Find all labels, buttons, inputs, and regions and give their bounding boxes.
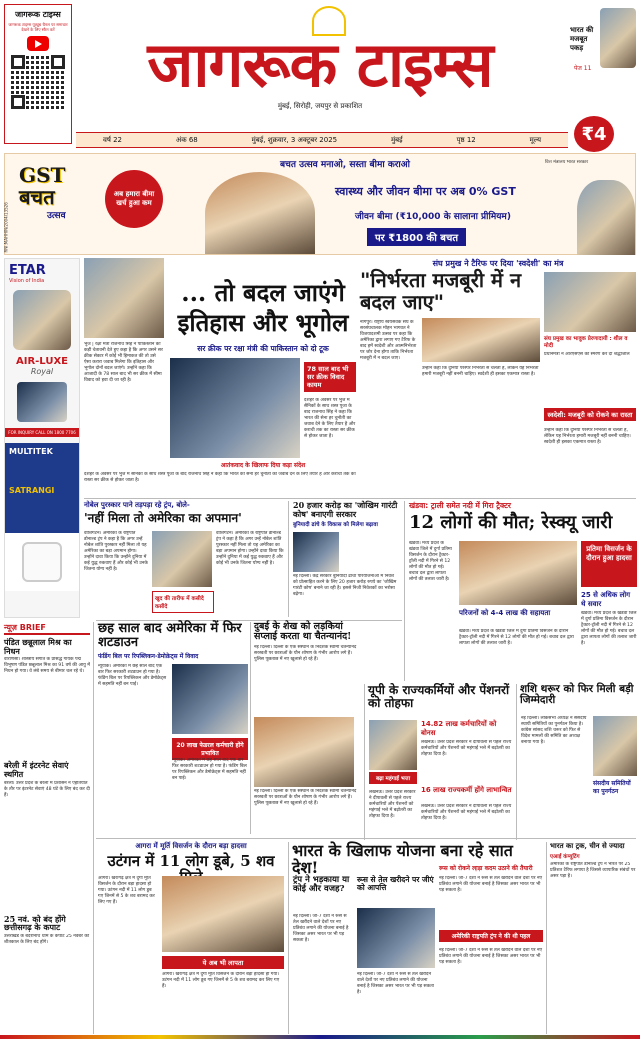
masthead-title-block [80,30,560,120]
story-up[interactable] [364,684,512,840]
bottom-strip [0,1035,640,1039]
left-ad-column[interactable] [4,258,80,618]
satrangi-brand: SATRANGI [9,486,55,495]
gst-logo [19,164,105,254]
train-kicker: एआई कंप्यूटिंग [550,853,580,860]
pages: पृष्ठ 12 [456,135,476,144]
barcode-text: RNI:MAHHIN/2004/13526 [3,202,9,253]
promo-text: भारत की मजबूत पकड़ [570,26,594,52]
up-headline: यूपी के राज्यकर्मियों और पेंशनरों को तोहफा [368,683,510,710]
story-shutdown[interactable] [98,622,248,834]
rss-body2: उन्होंने कहा कि दुनिया परस्पर निर्भरता से चलती है, लेकिन यह निर्भरता हमारी मजबूरी नहीं बननी चाहिए। स्वदेशी ही इसका एकमात्र रास्ता है। [422,366,539,377]
product-photo [17,382,67,422]
story-dubai[interactable] [250,622,362,834]
tharoor-headline: शशि थरूर को फिर मिली बड़ी जिम्मेदारी [520,683,634,707]
pen-logo-icon [312,6,346,36]
story-train[interactable] [546,842,636,1034]
city: मुंबई [391,135,403,144]
capitol-photo [172,664,248,734]
up-badge-text: बढ़ा महंगाई भत्ता [375,776,410,782]
qr-caption: जागरूक टाइम्स यूट्यूब चैनल पर समाचार देखने के लिए स्कैन करें [8,22,68,32]
news-brief[interactable] [4,622,94,1034]
gst-badge-text: अब हमारा बीमा खर्च हुआ कम [113,190,155,207]
trump-photo [152,531,212,587]
story-rss[interactable] [360,258,636,498]
rss-sub-box-text: स्वदेशी: मजबूरी को रोकने का रास्ता [547,411,633,419]
ujjain-photo [162,876,284,952]
brief-b3: उत्तराखंड के बदरीनाथ धाम के कपाट 25 नवंबर को शीतकाल के लिए बंद होंगे। [4,933,90,945]
up-body: लखनऊ। उत्तर प्रदेश सरकार ने दीपावली से पहले राज्य कर्मचारियों और पेंशनरों को महंगाई भत्ते में बढ़ोतरी का तोहफा दिया है। [421,740,512,757]
rss-side-body: उन्होंने कहा कि दुनिया परस्पर निर्भरता से चलती है, लेकिन यह निर्भरता हमारी मजबूरी नहीं बननी चाहिए। स्वदेशी ही इसका एकमात्र रास्ता है। [544,428,631,445]
gst-title: GST बचत [19,163,66,209]
dubai-body2: नई दिल्ली। दिल्ली के एक संस्थान के निदेशक स्वामी चैतन्यानंद सरस्वती पर छात्राओं के यौन शोषण के गंभीर आरोप लगे हैं। पुलिस पूछताछ में नए खुलासे हो रहे हैं। [254,788,357,806]
story-nobel[interactable] [84,501,284,617]
trump-body4: नई दिल्ली। जी-7 देशों ने रूस से तेल खरीदने वाले देशों पर नए प्रतिबंध लगाने की योजना बनाई है जिसका असर भारत पर भी पड़ सकता है। [439,948,543,965]
nobel-headline: 'नहीं मिला तो अमेरिका का अपमान' [84,511,242,525]
up-body3: लखनऊ। उत्तर प्रदेश सरकार ने दीपावली से पहले राज्य कर्मचारियों और पेंशनरों को महंगाई भत्ते में बढ़ोतरी का तोहफा दिया है। [421,804,512,821]
insurance-body: नई दिल्ली। केंद्र सरकार बुनियादी ढांचा परियोजनाओं में निवेश को प्रोत्साहित करने के लिए 20 हजार करोड़ रुपये का 'जोखिम गारंटी कोष' बनाने जा रही है। इससे निजी निवेशकों का भरोसा बढ़ेगा। [293,574,397,598]
issue: अंक 68 [175,135,198,144]
gst-sub: उत्सव [47,211,66,221]
price-badge [574,116,614,152]
rss-headline: "निर्भरता मजबूरी में न बदल जाए" [360,268,522,314]
gst-line3 [367,228,466,246]
trump-body2: नई दिल्ली। जी-7 देशों ने रूस से तेल खरीदने वाले देशों पर नए प्रतिबंध लगाने की योजना बनाई है जिसका असर भारत पर भी पड़ सकता है। [357,972,434,995]
sirkreek-deck: सर क्रीक पर रक्षा मंत्री की पाकिस्तान को दो टूक [197,344,329,353]
qr-box[interactable] [4,4,72,144]
shutdown-inset [172,738,248,760]
shutdown-inset-text: 20 लाख फेडरल कर्मचारी होंगे प्रभावित [176,742,244,757]
story-tharoor[interactable] [516,684,636,840]
youtube-icon[interactable] [27,36,49,51]
router-icon [22,542,62,582]
story-tractor[interactable] [404,501,636,681]
chaitanyanand-photo [254,717,354,787]
nobel-body: वाशिंगटन। अमेरिका के राष्ट्रपति डोनाल्ड ट्रंप ने कहा है कि अगर उन्हें नोबेल शांति पुरस्कार नहीं मिला तो यह अमेरिका का बड़ा अपमान होगा। उन्होंने दावा किया कि उन्होंने दुनिया में कई युद्ध रुकवाए हैं और कोई भी उनके जितना योग्य नहीं है। [84,531,148,572]
story-insurance[interactable] [288,501,400,617]
sirkreek-headline-1: ... तो बदल जाएंगे [181,278,345,307]
story-trump[interactable] [288,842,542,1034]
ujjain-headline: उटंगन में 11 लोग डूबे, 5 शव [107,852,275,870]
qr-code-icon[interactable] [11,55,65,109]
dubai-headline: दुबई के शेख को लड़कियां सप्लाई करता था चैतन्यानंद! [254,621,352,643]
up-sub2: 16 लाख राज्यकर्मी होंगे लाभान्वित [421,786,512,794]
dubai-body: नई दिल्ली। दिल्ली के एक संस्थान के निदेशक स्वामी चैतन्यानंद सरस्वती पर छात्राओं के यौन शोषण के गंभीर आरोप लगे हैं। पुलिस पूछताछ में नए खुलासे हो रहे हैं। [254,644,357,662]
up-badge [369,772,417,784]
family-photo [205,172,315,254]
sirkreek-headline-2: इतिहास और भूगोल [177,308,349,337]
etar-model: AIR-LUXE [16,356,68,367]
multitek-brand: MULTITEK [9,447,53,456]
masthead-tagline: मुंबई, सिरोही, जयपुर से प्रकाशित [277,102,363,110]
tractor-sub2: 25 से अधिक लोग थे सवार [581,591,631,608]
shutdown-body: न्यूयॉर्क। अमेरिका में छह साल बाद एक बार फिर सरकारी शटडाउन हो गया है। फंडिंग बिल पर रिपब्लिकन और डेमोक्रेट्स में सहमति नहीं बन पाई। [98,664,167,687]
brief-label: न्यूज़ BRIEF [4,622,90,635]
tharoor-body: नई दिल्ली। लोकसभा अध्यक्ष ने संसदीय स्थायी समितियों का पुनर्गठन किया है। कांग्रेस सांसद शशि थरूर को फिर से विदेश मामलों की समिति का अध्यक्ष बनाया गया है। [521,716,587,745]
trump-headline: भारत के खिलाफ योजना बना रहे सात देश! [292,841,513,878]
trump-q2: रूस से तेल खरीदने पर जीएं को आपत्ति [357,875,434,893]
army-photo [170,358,300,458]
gst-banner[interactable] [4,153,636,255]
trump-body: नई दिल्ली। जी-7 देशों ने रूस से तेल खरीदने वाले देशों पर नए प्रतिबंध लगाने की योजना बनाई है जिसका असर भारत पर भी पड़ सकता है। [293,914,349,943]
brief-h1: पंडित छन्नूलाल मिश्र का निधन [4,637,72,656]
trump-body3: नई दिल्ली। जी-7 देशों ने रूस से तेल खरीदने वाले देशों पर नए प्रतिबंध लगाने की योजना बनाई है जिसका असर भारत पर भी पड़ सकता है। [439,876,543,893]
yogi-photo [369,720,417,770]
etar-sub: Vision of India [9,278,45,284]
train-headline: भारत का ट्रक, चीन से ज्यादा [550,841,625,850]
tharoor-photo [593,716,637,776]
train-body: अमेरिका के राष्ट्रपति डोनाल्ड ट्रंप ने भारत पर 25 प्रतिशत टैरिफ लगाया है जिससे व्यापारिक संबंधों पर असर पड़ा है। [550,861,636,879]
sirkreek-body: भुज | रक्षा मंत्री राजनाथ सिंह ने पाकिस्तान को कड़ी चेतावनी देते हुए कहा है कि अगर उसने सर क्रीक सेक्टर में कोई भी हिमाकत की तो उसे ऐसा करारा जवाब मिलेगा कि इतिहास और भूगोल दोनों बदल जाएंगे। उन्होंने कहा कि आजादी के 78 साल बाद भी सर क्रीक में सीमा विवाद को हवा दी जा रही है। [84,342,163,383]
tharoor-sub: संसदीय समितियों का पुनर्गठन [593,780,631,795]
sirkreek-caption: आतंकवाद के खिलाफ दिया कड़ा संदेश [220,462,306,469]
gst-line1: स्वास्थ्य और जीवन बीमा पर अब 0% GST [335,185,516,198]
tractor-red-box [581,541,637,587]
ujjain-kicker: आगरा में मूर्ति विसर्जन के दौरान बड़ा हादसा [135,842,247,850]
dateline-bar [76,132,568,148]
rss-body: नागपुर। राष्ट्रीय स्वयंसेवक संघ के सरसंघचालक मोहन भागवत ने विजयादशमी उत्सव पर कहा कि अमेरिका द्वारा लगाए गए टैरिफ के बाद हमें स्वदेशी और आत्मनिर्भरता पर जोर देना होगा ताकि निर्भरता मजबूरी में न बदल जाए। [360,320,417,361]
bhagwat-photo [544,272,636,332]
nobel-box [152,591,214,613]
nobel-kicker: नोबेल पुरस्कार पाने तड़पड़ा रहे ट्रंप, बोले- [84,501,190,509]
tractor-kicker: खंडवा: ट्राली समेत नदी में गिरा ट्रैक्टर [409,501,511,510]
qr-brand: जागरूक टाइम्स [15,9,61,19]
tractor-photo [459,541,577,605]
up-body2: लखनऊ। उत्तर प्रदेश सरकार ने दीपावली से पहले राज्य कर्मचारियों और पेंशनरों को महंगाई भत्ते में बढ़ोतरी का तोहफा दिया है। [369,790,416,819]
top-right-promo[interactable] [570,8,636,74]
brief-h3: 25 नवं. को बंद होंगे छत्तीसगढ़ के कपाट [4,913,66,933]
g7-photo [357,908,435,968]
ministry-text: वित्त मंत्रालय भारत सरकार [545,160,589,165]
gst-line2: जीवन बीमा (₹10,000 के सालाना प्रीमियम) [355,212,511,222]
etar-contact: FOR INQUIRY CALL ON 1800 7706 [5,428,79,437]
ministry-emblem [545,160,593,166]
nobel-body-right: वाशिंगटन। अमेरिका के राष्ट्रपति डोनाल्ड ट्रंप ने कहा है कि अगर उन्हें नोबेल शांति पुरस्कार नहीं मिला तो यह अमेरिका का बड़ा अपमान होगा। उन्होंने दावा किया कि उन्होंने दुनिया में कई युद्ध रुकवाए हैं और कोई भी उनके जितना योग्य नहीं है। [216,531,284,566]
sirkreek-body2: दशहरे के अवसर पर भुज में सैनिकों के साथ शस्त्र पूजा के बाद राजनाथ सिंह ने कहा कि भारत की सेना हर चुनौती का जवाब देने के लिए तैयार है और कराची तक का रास्ता सर क्रीक से होकर जाता है। [304,398,356,439]
nobel-box-text: खुद की तारीफ में कसीदे कसीदे [155,596,204,610]
shutdown-deck: फंडिंग बिल पर रिपब्लिकन-डेमोक्रेट्स में विवाद [98,653,199,661]
tractor-headline: 12 लोगों की मौत; रेस्क्यू जारी [409,512,613,533]
shutdown-body2: न्यूयॉर्क। अमेरिका में छह साल बाद एक बार फिर सरकारी शटडाउन हो गया है। फंडिंग बिल पर रिपब्लिकन और डेमोक्रेट्स में सहमति नहीं बन पाई। [172,758,247,781]
sirkreek-inset [304,362,356,392]
trump-q1: ट्रंप ने भड़काया या कोई और वजह? [293,875,350,895]
infra-photo [293,532,339,572]
gst-badge [105,170,163,228]
price: ₹4 [581,123,607,145]
sirkreek-lead: दशहरे के अवसर पर भुज में सैनिकों के साथ शस्त्र पूजा के बाद राजनाथ सिंह ने कहा कि भारत की सेना हर चुनौती का जवाब देने के लिए तैयार है और कराची तक का रास्ता सर क्रीक से होकर जाता है। [84,472,356,483]
volume: वर्ष 22 [102,135,123,144]
brief-h2: बरेली में इंटरनेट सेवाएं स्थगित [4,760,69,779]
date-line: मुंबई, शुक्रवार, 3 अक्टूबर 2025 [251,135,338,144]
shutdown-headline: छह साल बाद अमेरिका में फिर शटडाउन [98,621,242,651]
ujjain-body2: आगरा। खेरागढ़ क्षेत्र में दुर्गा मूर्ति विसर्जन के दौरान बड़ा हादसा हो गया। उटंगन नदी में 11 लोग डूब गए जिनमें से 5 के शव बरामद कर लिए गए हैं। [162,972,280,989]
story-sirkreek[interactable] [84,258,356,470]
insurance-deck: बुनियादी ढांचे के विकास को मिलेगा बढ़ावा [293,522,378,529]
rss-kicker: संघ प्रमुख ने टैरिफ पर दिया 'स्वदेशी' का मंत्र [432,259,564,268]
cricketer-photo [600,8,636,68]
tractor-body: खंडवा। मध्य प्रदेश के खंडवा जिले में दुर्गा प्रतिमा विसर्जन के दौरान ट्रैक्टर-ट्रॉली नदी में गिरने से 12 लोगों की मौत हो गई। बचाव दल द्वारा लापता लोगों की तलाश जारी है। [409,541,452,582]
price-label: मूल्य [529,135,542,144]
multitek-ad [5,443,79,533]
ujjain-tag-text: ये अब भी लापता [202,959,244,967]
gst-line3-text: पर ₹1800 की बचत [375,233,459,244]
rajnath-photo [84,258,164,338]
gst-top-line: बचत उत्सव मनाओ, सस्ता बीमा कराओ [280,160,410,170]
up-sub1: 14.82 लाख कर्मचारियों को बोनस [421,720,497,737]
rss-rally-photo [422,318,540,362]
rss-side-sub: प्रधानमंत्री ने आरएसएस को स्मरण कर दी श्रद्धांजलि [544,352,630,357]
rss-side-head: संघ प्रमुख का भावुक प्रेरणादायी : शील व मोदी [544,336,628,349]
tractor-body2: खंडवा। मध्य प्रदेश के खंडवा जिले में दुर्गा प्रतिमा विसर्जन के दौरान ट्रैक्टर-ट्रॉली नदी में गिरने से 12 लोगों की मौत हो गई। बचाव दल द्वारा लापता लोगों की तलाश जारी है। [459,629,574,646]
trump-sub-text: अमेरिकी राष्ट्रपति ट्रंप ने की थी पहल [451,933,531,940]
ujjain-tag [162,956,284,969]
etar-royal: Royal [30,367,54,376]
story-ujjain[interactable] [98,842,284,1034]
tractor-red-box-text: प्रतिमा विसर्जन के दौरान हुआ हादसा [586,545,632,562]
masthead-title: जागरूक टाइम्स [147,28,493,101]
pm-photo [577,180,635,255]
sirkreek-inset-text: 78 साल बाद भी सर क्रीक विवाद कायम [307,365,349,389]
brief-b2: बरेली। उत्तर प्रदेश के बरेली में प्रशासन ने एहतियात के तौर पर इंटरनेट सेवाएं 48 घंटे के लिए बंद कर दी हैं। [4,780,90,798]
tractor-body3: खंडवा। मध्य प्रदेश के खंडवा जिले में दुर्गा प्रतिमा विसर्जन के दौरान ट्रैक्टर-ट्रॉली नदी में गिरने से 12 लोगों की मौत हो गई। बचाव दल द्वारा लापता लोगों की तलाश जारी है। [581,611,637,646]
trump-deck: रूस को रोकने ला़ड़ा कदम उठाने की तैयारी [439,865,533,872]
ujjain-body: आगरा। खेरागढ़ क्षेत्र में दुर्गा मूर्ति विसर्जन के दौरान बड़ा हादसा हो गया। उटंगन नदी में 11 लोग डूब गए जिनमें से 5 के शव बरामद कर लिए गए हैं। [98,876,155,905]
rss-sub-box [544,408,636,421]
trump-sub [439,930,543,942]
promo-page: पेज 11 [574,65,592,72]
tractor-sub1: परिजनों को 4-4 लाख की सहायता [459,609,551,617]
insurance-headline: 20 हजार करोड़ का 'जोखिम गारंटी कोष' बनाएगी सरकार [293,500,398,519]
etar-brand: ETAR [9,263,46,278]
brief-b1: वाराणसी। शास्त्रीय संगीत के प्रसिद्ध गायक पद्म विभूषण पंडित छन्नूलाल मिश्र का 91 वर्ष की आयु में निधन हो गया। वे लंबे समय से बीमार चल रहे थे। [4,657,90,675]
earphone-photo [13,290,71,350]
